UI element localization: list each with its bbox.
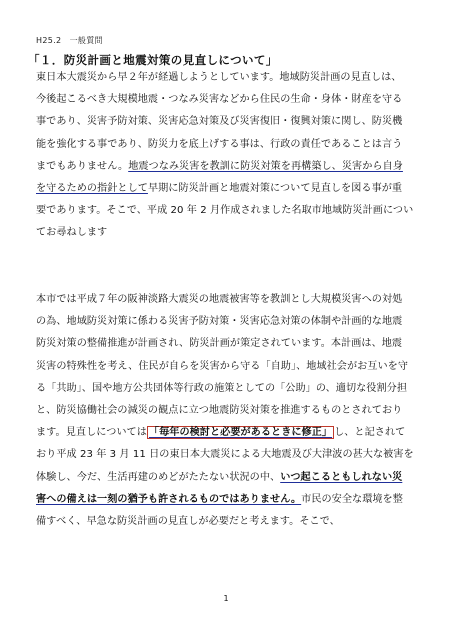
text-line xyxy=(36,178,420,200)
text-line: 要であります。そこで、平成 20 年 2 月作成されました名取市地域防災計画につい xyxy=(36,205,414,217)
underlined-text: 地震つなみ災害を教訓に防災対策を再構築し、災害から自身 xyxy=(128,160,403,172)
text-span: 体験し、今だ、生活再建のめどがたたない状況の中、 xyxy=(36,471,281,483)
text-line: 能を強化する事であり、防災力を底上げする事は、行政の責任であることは言う xyxy=(36,138,403,150)
text-line xyxy=(36,489,420,511)
document-header: H25.2 一般質問 xyxy=(36,36,103,45)
text-line: 災害の特殊性を考え、住民が自らを災害から守る「自助」、地域社会がお互いを守 xyxy=(36,360,409,372)
text-line: おり平成 23 年 3 月 11 日の東日本大震災による大地震及び大津波の甚大な被害を xyxy=(36,449,414,461)
page-number: 1 xyxy=(223,594,229,603)
text-line xyxy=(36,467,420,489)
text-line: る「共助」、国や地方公共団体等行政の施策としての「公助」の、適切な役割分担 xyxy=(36,382,407,394)
text-line: の為、地域防災対策に係わる災害予防対策・災害応急対策の体制や計画的な地震 xyxy=(36,316,403,328)
text-line: 防災対策の整備推進が計画され、防災計画が策定されています。本計画は、地震 xyxy=(36,338,403,350)
text-line: 本市では平成７年の阪神淡路大震災の地震被害等を教訓とし大規模災害への対処 xyxy=(36,294,403,305)
paragraph-1 xyxy=(36,67,420,245)
text-span: 市民の安全な環境を整 xyxy=(301,493,403,505)
bold-underlined-text: 害への備えは一刻の猶予も許されるものではありません。 xyxy=(36,493,302,505)
text-line: てお尋ねします xyxy=(36,227,108,239)
text-span: までもありません。 xyxy=(36,160,129,172)
text-line xyxy=(36,156,420,178)
text-line: と、防災協働社会の減災の観点に立つ地震防災対策を推進するものとされており xyxy=(36,404,403,416)
section-title: 「１．防災計画と地震対策の見直しについて」 xyxy=(28,53,278,67)
text-line: 東日本大震災から早２年が経過しようとしています。地域防災計画の見直しは、 xyxy=(36,72,402,83)
text-span: し、と記されて xyxy=(334,427,406,439)
text-span: 早期に防災計画と地震対策について見直しを図る事が重 xyxy=(147,182,403,194)
text-span: ます。見直しについては xyxy=(36,427,147,439)
text-line: 今後起こるべき大規模地震・つなみ災害などから住民の生命・身体・財産を守る xyxy=(36,94,403,106)
boxed-quote: 「毎年の検討と必要があるときに修正」 xyxy=(148,427,333,439)
underlined-text: を守るための指針として xyxy=(36,182,148,194)
bold-underlined-text: いつ起こるともしれない災 xyxy=(280,471,403,483)
paragraph-2 xyxy=(36,289,420,533)
text-line: 備すべく、早急な防災計画の見直しが必要だと考えます。そこで、 xyxy=(36,515,340,527)
text-line: 事であり、災害予防対策、災害応急対策及び災害復旧・復興対策に関し、防災機 xyxy=(36,116,403,128)
text-line xyxy=(36,422,420,444)
